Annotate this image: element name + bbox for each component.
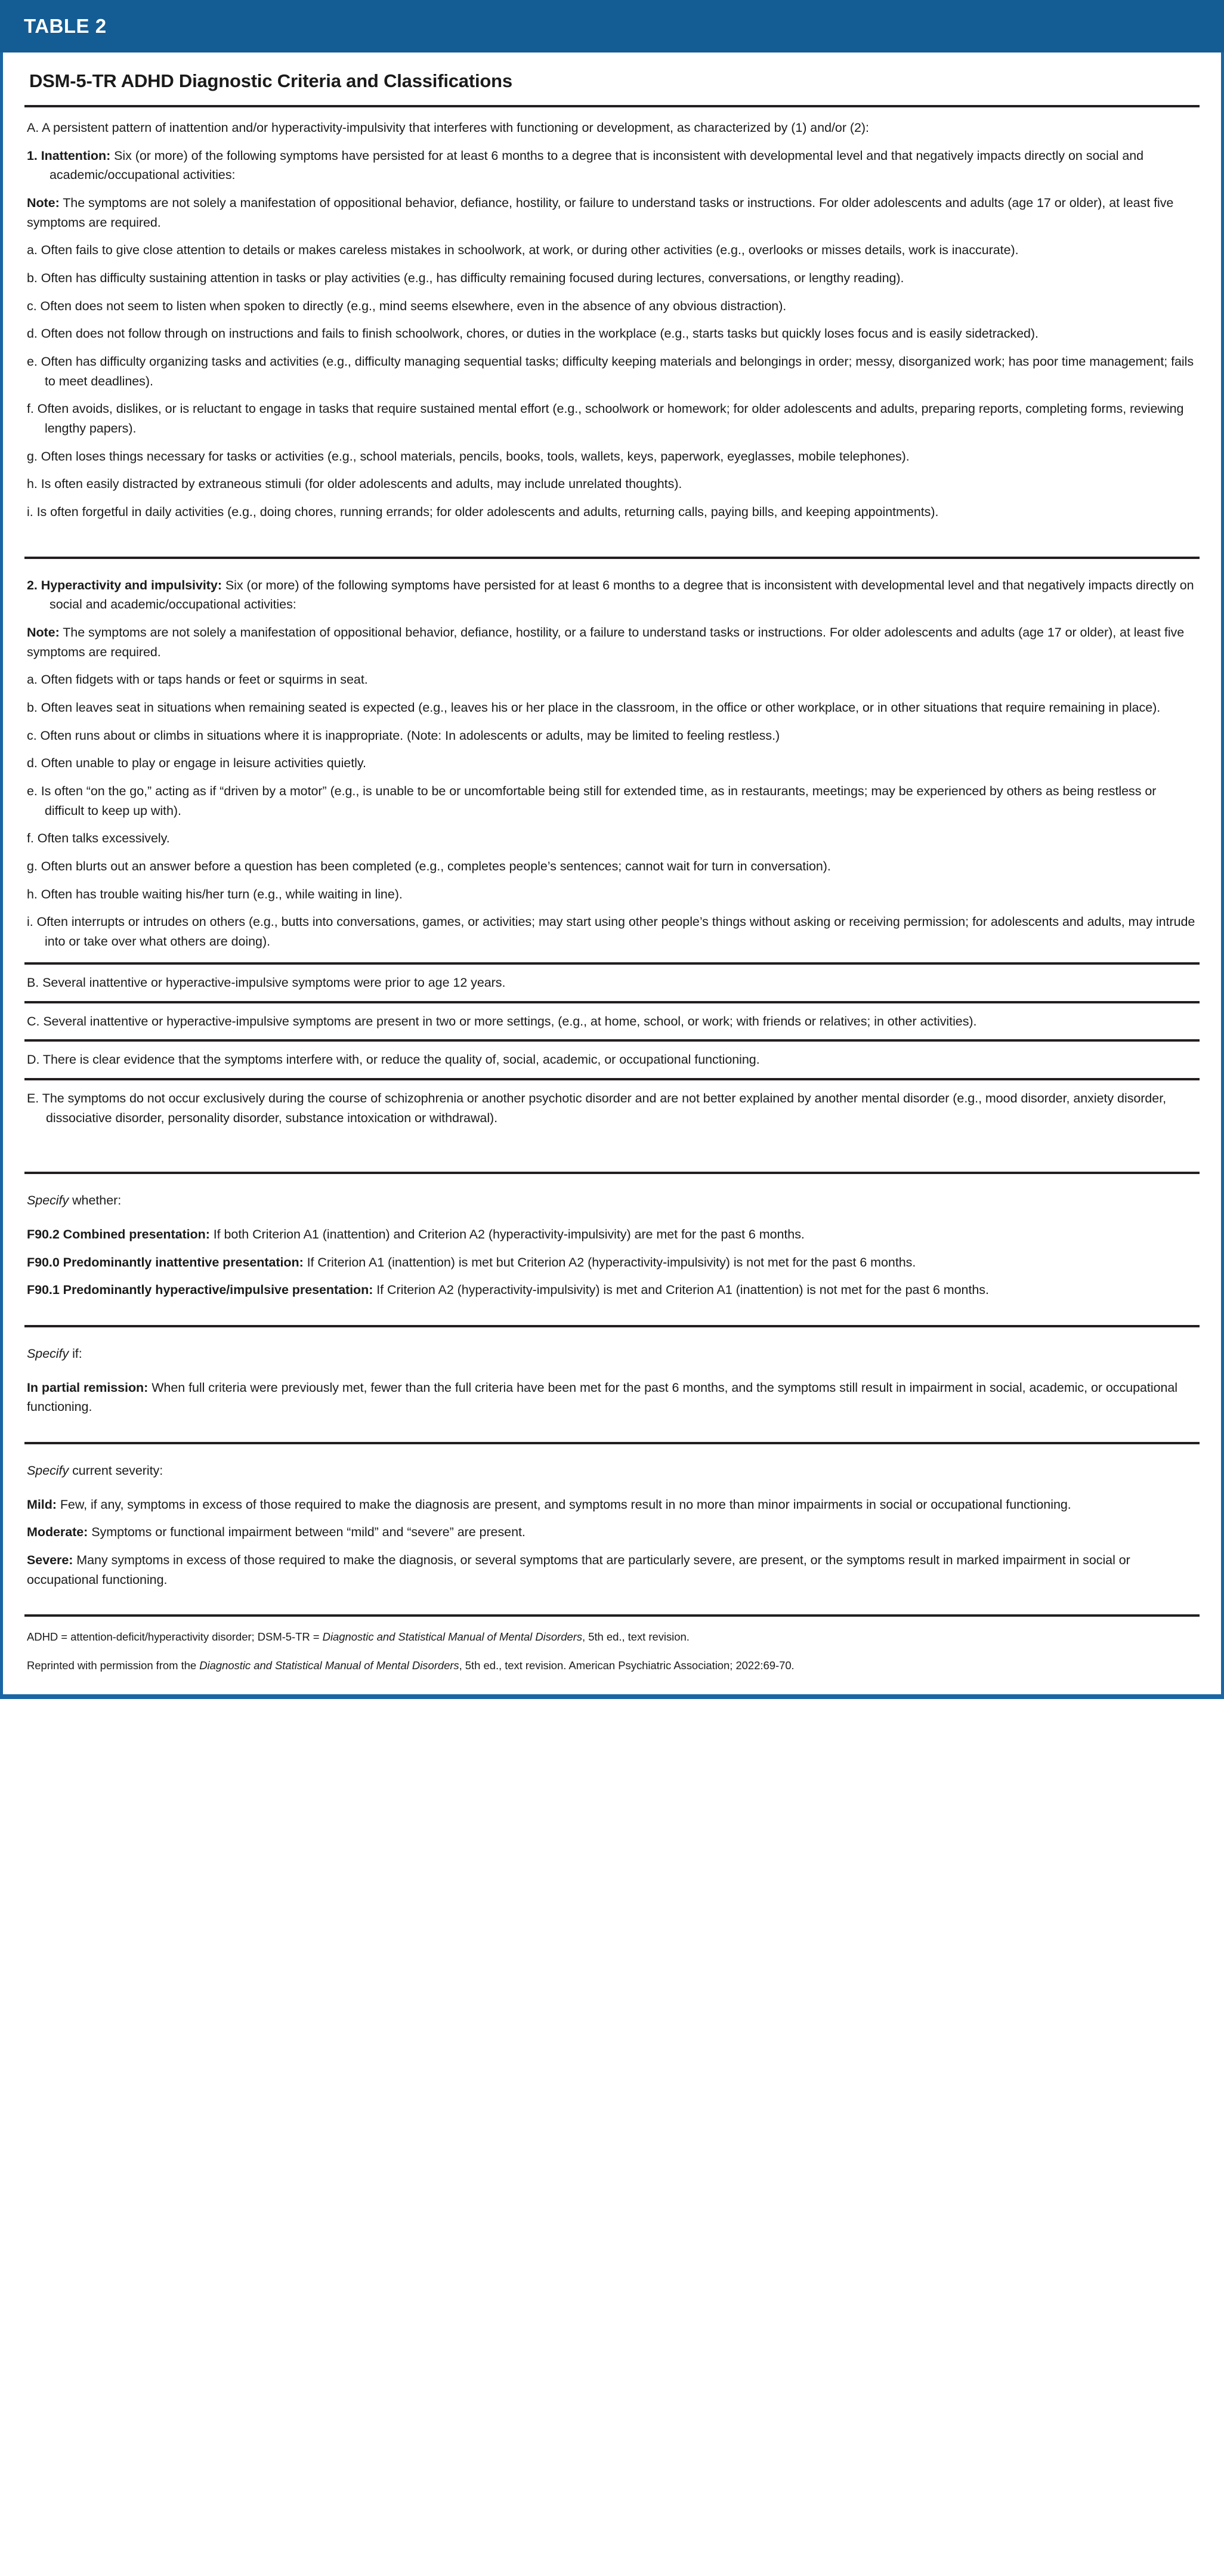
- severity-label: Severe:: [27, 1552, 73, 1567]
- presentation-text: If Criterion A1 (inattention) is met but Criterion A2 (hyperactivity-impulsivity) is not met for the past 6 months.: [303, 1255, 916, 1270]
- list-item: f. Often avoids, dislikes, or is reluctant to engage in tasks that require sustained mental effort (e.g., schoolwork or homework; for older adolescents and adults, preparing reports, completing forms, reviewing lengthy papers).: [27, 401, 1184, 436]
- inattention-note: [27, 193, 1197, 232]
- abbreviations-footnote: [27, 1629, 1197, 1645]
- criterion-a-block: [24, 107, 1200, 557]
- specify-severity-block: [24, 1444, 1200, 1614]
- inattention-note-text: The symptoms are not solely a manifestation of oppositional behavior, defiance, hostility, or failure to understand tasks or instructions. For older adolescents and adults (age 17 or older), at least five symptoms are required.: [27, 196, 1174, 230]
- criterion-b-text: B. Several inattentive or hyperactive-impulsive symptoms were prior to age 12 years.: [27, 975, 506, 990]
- presentation-entry: [27, 1253, 1197, 1272]
- criterion-e-block: [24, 1080, 1200, 1172]
- specify-keyword: Specify: [27, 1463, 69, 1478]
- hyperactivity-note: [27, 623, 1197, 662]
- list-item: b. Often leaves seat in situations when remaining seated is expected (e.g., leaves his or her place in the classroom, in the office or other workplace, or in other situations that require remaining in place).: [27, 700, 1161, 715]
- table-body: [0, 52, 1224, 1699]
- severity-label: Mild:: [27, 1497, 57, 1512]
- table-number-label: TABLE 2: [24, 15, 107, 37]
- list-item: g. Often blurts out an answer before a question has been completed (e.g., completes people’s sentences; cannot wait for turn in conversation).: [27, 859, 831, 874]
- hyperactivity-lead: [27, 576, 1197, 614]
- spacer: [27, 570, 1197, 576]
- presentation-text: If Criterion A2 (hyperactivity-impulsivity) is met and Criterion A1 (inattention) is not met for the past 6 months.: [373, 1283, 989, 1298]
- inattention-lead: [27, 146, 1197, 185]
- severity-entry: [27, 1550, 1197, 1589]
- inattention-label: 1. Inattention:: [27, 148, 111, 163]
- severity-label: Moderate:: [27, 1525, 88, 1540]
- criterion-d-block: [24, 1042, 1200, 1078]
- hyperactivity-note-label: Note:: [27, 625, 60, 640]
- specify-severity-heading: [27, 1461, 1197, 1481]
- spacer: [27, 1219, 1197, 1225]
- inattention-note-label: Note:: [27, 196, 60, 211]
- remission-entry: [27, 1378, 1197, 1417]
- specify-if-block: [24, 1327, 1200, 1442]
- severity-entry: [27, 1495, 1197, 1515]
- presentation-entry: [27, 1225, 1197, 1244]
- inattention-lead-text: Six (or more) of the following symptoms have persisted for at least 6 months to a degree that is inconsistent with developmental level and that negatively impacts directly on social and academic/occupational activities:: [50, 148, 1144, 183]
- specify-whether-block: [24, 1174, 1200, 1325]
- list-item: f. Often talks excessively.: [27, 831, 170, 846]
- list-item: g. Often loses things necessary for tasks or activities (e.g., school materials, pencils, books, tools, wallets, keys, paperwork, eyeglasses, mobile telephones).: [27, 449, 910, 464]
- criterion-a-intro: A. A persistent pattern of inattention and/or hyperactivity-impulsivity that interferes with functioning or development, as characterized by (1) and/or (2):: [27, 121, 869, 135]
- presentation-text: If both Criterion A1 (inattention) and Criterion A2 (hyperactivity-impulsivity) are met for the past 6 months.: [209, 1227, 805, 1241]
- criterion-b-block: [24, 965, 1200, 1001]
- spacer: [27, 1489, 1197, 1495]
- list-item: d. Often unable to play or engage in leisure activities quietly.: [27, 756, 366, 771]
- reprint-footnote: [27, 1657, 1197, 1674]
- table-header-band: [0, 0, 1224, 52]
- criterion-e-text: E. The symptoms do not occur exclusively during the course of schizophrenia or another psychotic disorder and are not better explained by another mental disorder (e.g., mood disorder, anxiety disorder, dissociative disorder, personality disorder, substance intoxication or withdrawal).: [27, 1091, 1167, 1125]
- list-item: e. Is often “on the go,” acting as if “driven by a motor” (e.g., is unable to be or uncomfortable being still for extended time, as in restaurants, meetings; may be experienced by others as being restless or difficult to keep up with).: [27, 784, 1157, 818]
- list-item: d. Often does not follow through on instructions and fails to finish schoolwork, chores, or duties in the workplace (e.g., starts tasks but quickly loses focus and is easily sidetracked).: [27, 326, 1038, 341]
- list-item: b. Often has difficulty sustaining attention in tasks or play activities (e.g., has difficulty remaining focused during lectures, conversations, or lengthy reading).: [27, 271, 904, 286]
- abbrev-manual-title: Diagnostic and Statistical Manual of Mental Disorders: [322, 1630, 583, 1644]
- presentation-entry: [27, 1280, 1197, 1300]
- spacer: [27, 1598, 1197, 1604]
- hyperactivity-label: 2. Hyperactivity and impulsivity:: [27, 577, 222, 592]
- specify-keyword: Specify: [27, 1346, 69, 1361]
- list-item: i. Often interrupts or intrudes on others (e.g., butts into conversations, games, or activities; may start using other people’s things without asking or receiving permission; for adolescents and adults, may intrude into or take over what others are doing).: [27, 915, 1195, 949]
- list-item: c. Often runs about or climbs in situations where it is inappropriate. (Note: In adolescents or adults, may be limited to feeling restless.): [27, 728, 780, 743]
- spacer: [27, 1455, 1197, 1461]
- reprint-manual-title: Diagnostic and Statistical Manual of Mental Disorders: [199, 1659, 459, 1672]
- specify-whether-heading: [27, 1191, 1197, 1210]
- criterion-d-text: D. There is clear evidence that the symptoms interfere with, or reduce the quality of, social, academic, or occupational functioning.: [27, 1052, 760, 1067]
- criterion-c-block: [24, 1003, 1200, 1040]
- list-item: a. Often fidgets with or taps hands or feet or squirms in seat.: [27, 672, 368, 687]
- spacer: [27, 1372, 1197, 1378]
- severity-text: Few, if any, symptoms in excess of those required to make the diagnosis are present, and symptoms result in no more than minor impairments in social or occupational functioning.: [56, 1497, 1071, 1512]
- specify-keyword: Specify: [27, 1193, 69, 1208]
- presentation-label: F90.2 Combined presentation:: [27, 1227, 210, 1241]
- reprint-post: , 5th ed., text revision. American Psychiatric Association; 2022:69-70.: [459, 1659, 795, 1672]
- spacer: [27, 1338, 1197, 1344]
- footnotes-block: [24, 1617, 1200, 1678]
- spacer: [27, 1308, 1197, 1314]
- abbrev-pre: ADHD = attention-deficit/hyperactivity disorder; DSM-5-TR =: [27, 1630, 323, 1644]
- list-item: h. Is often easily distracted by extraneous stimuli (for older adolescents and adults, may include unrelated thoughts).: [27, 477, 682, 492]
- list-item: i. Is often forgetful in daily activities (e.g., doing chores, running errands; for older adolescents and adults, returning calls, paying bills, and keeping appointments).: [27, 505, 939, 520]
- reprint-pre: Reprinted with permission from the: [27, 1659, 200, 1672]
- severity-text: Many symptoms in excess of those required to make the diagnosis, or several symptoms that are particularly severe, are present, or the symptoms result in marked impairment in social or occupational functioning.: [27, 1552, 1130, 1587]
- specify-if-heading: [27, 1344, 1197, 1364]
- spacer: [27, 1185, 1197, 1191]
- list-item: h. Often has trouble waiting his/her turn (e.g., while waiting in line).: [27, 887, 403, 901]
- presentation-label: F90.1 Predominantly hyperactive/impulsive presentation:: [27, 1283, 373, 1298]
- spacer: [27, 1425, 1197, 1431]
- remission-label: In partial remission:: [27, 1380, 149, 1395]
- specify-whether-rest: whether:: [69, 1193, 122, 1208]
- spacer: [27, 530, 1197, 546]
- list-item: e. Often has difficulty organizing tasks and activities (e.g., difficulty managing sequential tasks; difficulty keeping materials and belongings in order; messy, disorganized work; has poor time management; fails to meet deadlines).: [27, 354, 1194, 388]
- remission-text: When full criteria were previously met, fewer than the full criteria have been met for the past 6 months, and the symptoms still result in impairment in social, academic, or occupational functioning.: [27, 1380, 1178, 1414]
- abbrev-post: , 5th ed., text revision.: [582, 1630, 690, 1644]
- specify-severity-rest: current severity:: [69, 1463, 163, 1478]
- hyperactivity-block: [24, 559, 1200, 962]
- hyperactivity-lead-text: Six (or more) of the following symptoms have persisted for at least 6 months to a degree that is inconsistent with developmental level and that negatively impacts directly on social and academic/occupational activities:: [50, 577, 1194, 612]
- severity-entry: [27, 1522, 1197, 1542]
- presentation-label: F90.0 Predominantly inattentive presentation:: [27, 1255, 304, 1270]
- list-item: c. Often does not seem to listen when spoken to directly (e.g., mind seems elsewhere, even in the absence of any obvious distraction).: [27, 298, 787, 313]
- criterion-c-text: C. Several inattentive or hyperactive-impulsive symptoms are present in two or more settings, (e.g., at home, school, or work; with friends or relatives; in other activities).: [27, 1014, 977, 1028]
- table-title: DSM-5-TR ADHD Diagnostic Criteria and Classifications: [29, 70, 512, 91]
- list-item: a. Often fails to give close attention to details or makes careless mistakes in schoolwork, at work, or during other activities (e.g., overlooks or misses details, work is inaccurate).: [27, 243, 1019, 258]
- specify-if-rest: if:: [69, 1346, 82, 1361]
- hyperactivity-note-text: The symptoms are not solely a manifestation of oppositional behavior, defiance, hostility, or a failure to understand tasks or instructions. For older adolescents and adults (age 17 or older), at least five symptoms are required.: [27, 625, 1185, 659]
- spacer: [27, 1136, 1197, 1163]
- severity-text: Symptoms or functional impairment between “mild” and “severe” are present.: [88, 1525, 526, 1540]
